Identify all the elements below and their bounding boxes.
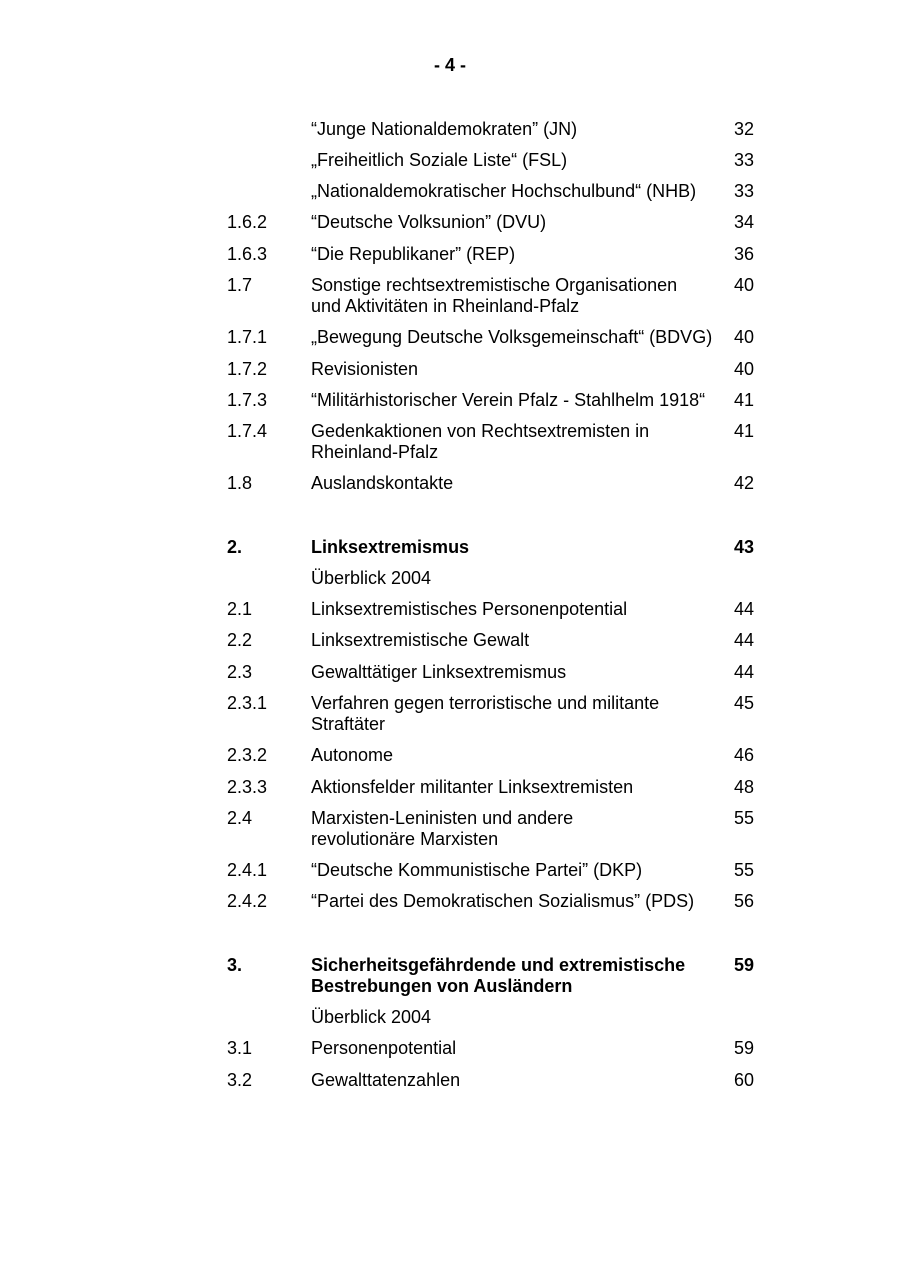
toc-title-line: Aktionsfelder militanter Linksextremisten	[311, 777, 634, 797]
toc-title-line: „Nationaldemokratischer Hochschulbund“ (NHB)	[311, 181, 697, 201]
toc-section-title	[311, 119, 721, 140]
toc-title-line: Sicherheitsgefährdende und extremistische	[311, 955, 686, 975]
toc-section-number: 1.7.1	[227, 327, 268, 347]
toc-section-number: 1.7	[227, 275, 253, 295]
toc-page-number: 43	[733, 537, 754, 557]
toc-section-title	[311, 1007, 721, 1028]
toc-page-number: 56	[733, 891, 754, 911]
page-number: - 4 -	[433, 55, 466, 75]
toc-title-line: Bestrebungen von Ausländern	[311, 976, 573, 996]
toc-section-title	[311, 693, 721, 735]
toc-page-number: 45	[733, 693, 754, 713]
toc-page-number: 40	[733, 275, 754, 295]
toc-section-title	[311, 630, 721, 651]
toc-title-line: “Deutsche Volksunion” (DVU)	[311, 212, 547, 232]
toc-section-title	[311, 1038, 721, 1059]
toc-section-number: 2.4	[227, 808, 253, 828]
toc-page-number: 59	[733, 955, 754, 975]
toc-title-line: Straftäter	[311, 714, 386, 734]
toc-section-number: 1.8	[227, 473, 253, 493]
toc-title-line: Marxisten-Leninisten und andere	[311, 808, 574, 828]
toc-title-line: “Deutsche Kommunistische Partei” (DKP)	[311, 860, 643, 880]
toc-title-line: Auslandskontakte	[311, 473, 454, 493]
toc-page-number: 36	[733, 244, 754, 264]
toc-section-title	[311, 390, 721, 411]
toc-section-title	[311, 777, 721, 798]
toc-title-line: Gewalttätiger Linksextremismus	[311, 662, 567, 682]
toc-page-number: 40	[733, 327, 754, 347]
toc-section-number: 2.3	[227, 662, 253, 682]
toc-page-number: 33	[733, 150, 754, 170]
toc-section-title	[311, 955, 721, 997]
toc-section-title	[311, 662, 721, 683]
toc-title-line: Verfahren gegen terroristische und militante	[311, 693, 660, 713]
toc-section-title	[311, 537, 721, 558]
toc-section-number: 1.7.4	[227, 421, 268, 441]
toc-section-number: 1.7.2	[227, 359, 268, 379]
toc-title-line: “Partei des Demokratischen Sozialismus” (PDS)	[311, 891, 695, 911]
toc-title-line: “Junge Nationaldemokraten” (JN)	[311, 119, 578, 139]
toc-section-number: 2.4.1	[227, 860, 268, 880]
toc-section-title	[311, 808, 721, 850]
toc-title-line: Linksextremistisches Personenpotential	[311, 599, 628, 619]
toc-section-title	[311, 181, 721, 202]
toc-section-title	[311, 473, 721, 494]
toc-section-title	[311, 244, 721, 265]
toc-page-number: 59	[733, 1038, 754, 1058]
toc-title-line: Überblick 2004	[311, 1007, 432, 1027]
toc-page-number: 55	[733, 808, 754, 828]
toc-section-title	[311, 275, 721, 317]
toc-page-number: 44	[733, 630, 754, 650]
toc-section-title	[311, 745, 721, 766]
toc-section-title	[311, 421, 721, 463]
toc-page-number: 40	[733, 359, 754, 379]
toc-section-number: 2.4.2	[227, 891, 268, 911]
toc-section-title	[311, 150, 721, 171]
toc-title-line: Gedenkaktionen von Rechtsextremisten in	[311, 421, 650, 441]
toc-title-line: Linksextremismus	[311, 537, 470, 557]
toc-page-number: 41	[733, 421, 754, 441]
toc-title-line: Überblick 2004	[311, 568, 432, 588]
toc-section-number: 1.6.3	[227, 244, 268, 264]
toc-section-title	[311, 359, 721, 380]
toc-section-title	[311, 327, 721, 348]
toc-section-title	[311, 1070, 721, 1091]
toc-section-title	[311, 891, 721, 912]
toc-section-title	[311, 212, 721, 233]
toc-title-line: und Aktivitäten in Rheinland-Pfalz	[311, 296, 580, 316]
toc-page-number: 33	[733, 181, 754, 201]
toc-title-line: „Bewegung Deutsche Volksgemeinschaft“ (BDVG)	[311, 327, 713, 347]
toc-title-line: revolutionäre Marxisten	[311, 829, 499, 849]
toc-section-number: 1.6.2	[227, 212, 268, 232]
toc-section-number: 2.3.1	[227, 693, 268, 713]
toc-title-line: Revisionisten	[311, 359, 419, 379]
toc-title-line: “Die Republikaner” (REP)	[311, 244, 516, 264]
toc-section-title	[311, 599, 721, 620]
toc-section-number: 2.3.2	[227, 745, 268, 765]
toc-page-number: 46	[733, 745, 754, 765]
toc-section-number: 2.2	[227, 630, 253, 650]
toc-section-title	[311, 568, 721, 589]
toc-page-number: 44	[733, 599, 754, 619]
toc-section-title	[311, 860, 721, 881]
toc-page-number: 41	[733, 390, 754, 410]
toc-title-line: Sonstige rechtsextremistische Organisationen	[311, 275, 678, 295]
toc-page-number: 44	[733, 662, 754, 682]
toc-section-number: 3.1	[227, 1038, 253, 1058]
toc-title-line: Rheinland-Pfalz	[311, 442, 439, 462]
toc-title-line: Linksextremistische Gewalt	[311, 630, 530, 650]
toc-title-line: Autonome	[311, 745, 394, 765]
toc-page-number: 60	[733, 1070, 754, 1090]
toc-section-number: 2.1	[227, 599, 253, 619]
toc-title-line: Personenpotential	[311, 1038, 457, 1058]
toc-section-number: 2.	[227, 537, 243, 557]
toc-page-number: 32	[733, 119, 754, 139]
toc-page-number: 55	[733, 860, 754, 880]
toc-page-number: 48	[733, 777, 754, 797]
toc-section-number: 3.2	[227, 1070, 253, 1090]
toc-section-number: 2.3.3	[227, 777, 268, 797]
toc-title-line: “Militärhistorischer Verein Pfalz - Stahlhelm 1918“	[311, 390, 706, 410]
toc-title-line: Gewalttatenzahlen	[311, 1070, 461, 1090]
toc-page-number: 34	[733, 212, 754, 232]
toc-section-number: 3.	[227, 955, 243, 975]
toc-section-number: 1.7.3	[227, 390, 268, 410]
toc-page-number: 42	[733, 473, 754, 493]
toc-title-line: „Freiheitlich Soziale Liste“ (FSL)	[311, 150, 568, 170]
